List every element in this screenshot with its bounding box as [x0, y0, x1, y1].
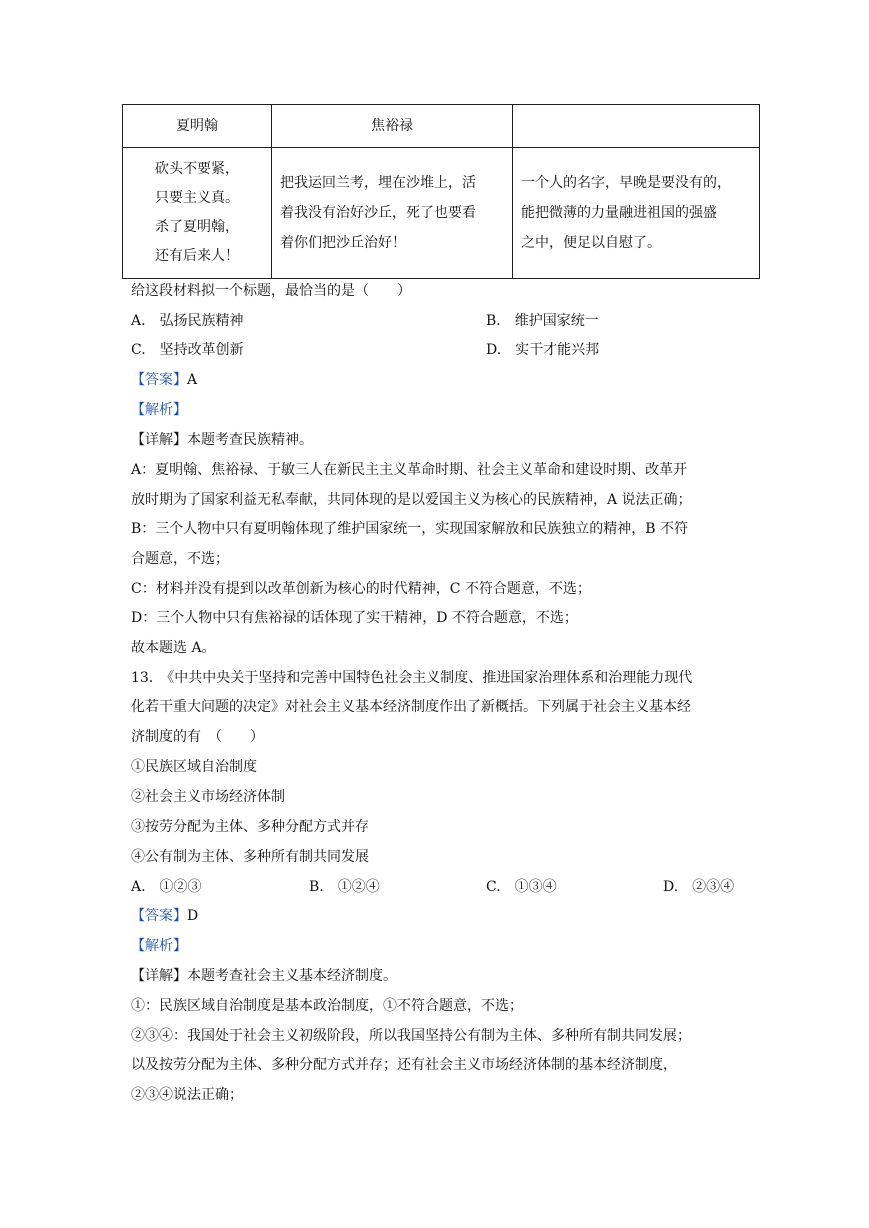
- explanation-line: 合题意，不选；: [131, 551, 229, 567]
- table-header-cell: 焦裕禄: [272, 105, 513, 148]
- option-b: B. ①②④: [309, 879, 380, 895]
- detail-line: [131, 965, 397, 985]
- table-cell-quote: [272, 148, 513, 279]
- detail-tag: 【详解】: [131, 968, 187, 984]
- option-d: D. ②③④: [663, 879, 735, 895]
- statement-item: ②社会主义市场经济体制: [131, 789, 285, 805]
- text-line: 砍头不要紧，: [155, 161, 239, 177]
- question-stem: 化若干重大问题的决定》对社会主义基本经济制度作出了新概括。下列属于社会主义基本经: [131, 699, 691, 715]
- statement-item: ③按劳分配为主体、多种分配方式并存: [131, 819, 369, 835]
- text-line: 杀了夏明翰，: [155, 219, 239, 235]
- table-row: [123, 148, 760, 279]
- question-stem: 13. 《中共中央关于坚持和完善中国特色社会主义制度、推进国家治理体系和治理能力现代: [131, 670, 693, 686]
- question-stem: 济制度的有 （ ）: [131, 729, 264, 745]
- text-line: 着你们把沙丘治好！: [280, 235, 406, 251]
- answer-value: A: [187, 372, 198, 388]
- text-line: 能把微薄的力量融进祖国的强盛: [521, 205, 717, 221]
- answer-tag: 【答案】: [131, 908, 187, 924]
- explanation-line: C：材料并没有提到以改革创新为核心的时代精神，C 不符合题意，不选；: [131, 581, 591, 597]
- option-c: C. 坚持改革创新: [131, 342, 244, 358]
- analysis-tag: 【解析】: [131, 938, 187, 954]
- table-header-cell: [513, 105, 760, 148]
- statement-item: ①民族区域自治制度: [131, 759, 257, 775]
- answer-line: [131, 369, 197, 389]
- answer-line: [131, 905, 198, 925]
- statement-item: ④公有制为主体、多种所有制共同发展: [131, 849, 369, 865]
- option-b: B. 维护国家统一: [486, 313, 599, 329]
- explanation-line: 故本题选 A。: [131, 640, 216, 656]
- text-line: 着我没有治好沙丘，死了也要看: [280, 205, 476, 221]
- explanation-line: ②③④说法正确；: [131, 1087, 243, 1103]
- option-a: A. 弘扬民族精神: [131, 313, 244, 329]
- text-line: 之中，便足以自慰了。: [521, 235, 661, 251]
- answer-value: D: [187, 908, 199, 924]
- detail-text: 本题考查社会主义基本经济制度。: [187, 968, 397, 984]
- explanation-line: 以及按劳分配为主体、多种分配方式并存；还有社会主义市场经济体制的基本经济制度，: [131, 1057, 677, 1073]
- option-d: D. 实干才能兴邦: [486, 342, 600, 358]
- answer-tag: 【答案】: [131, 372, 187, 388]
- detail-tag: 【详解】: [131, 432, 187, 448]
- text-line: 把我运回兰考，埋在沙堆上，活: [280, 175, 476, 191]
- detail-line: [131, 429, 313, 449]
- text-line: 一个人的名字，早晚是要没有的，: [521, 175, 731, 191]
- explanation-line: A：夏明翰、焦裕禄、于敏三人在新民主主义革命时期、社会主义革命和建设时期、改革开: [131, 462, 688, 478]
- explanation-line: D：三个人物中只有焦裕禄的话体现了实干精神，D 不符合题意，不选；: [131, 610, 578, 626]
- analysis-tag: 【解析】: [131, 402, 187, 418]
- table-cell-quote: [513, 148, 760, 279]
- explanation-line: 放时期为了国家利益无私奉献，共同体现的是以爱国主义为核心的民族精神，A 说法正确；: [131, 492, 692, 508]
- text-line: 只要主义真。: [155, 190, 239, 206]
- explanation-line: B：三个人物中只有夏明翰体现了维护国家统一，实现国家解放和民族独立的精神，B 不符: [131, 521, 689, 537]
- table-header-cell: 夏明翰: [123, 105, 272, 148]
- option-c: C. ①③④: [486, 879, 557, 895]
- table-header-row: [123, 105, 760, 148]
- text-line: 还有后来人！: [155, 248, 239, 264]
- explanation-line: ②③④：我国处于社会主义初级阶段，所以我国坚持公有制为主体、多种所有制共同发展；: [131, 1028, 691, 1044]
- detail-text: 本题考查民族精神。: [187, 432, 313, 448]
- option-a: A. ①②③: [131, 879, 202, 895]
- table-cell-poem: [123, 148, 272, 279]
- explanation-line: ①：民族区域自治制度是基本政治制度，①不符合题意，不选；: [131, 998, 523, 1014]
- question-stem: 给这段材料拟一个标题，最恰当的是（ ）: [131, 283, 411, 299]
- material-table: [122, 104, 760, 279]
